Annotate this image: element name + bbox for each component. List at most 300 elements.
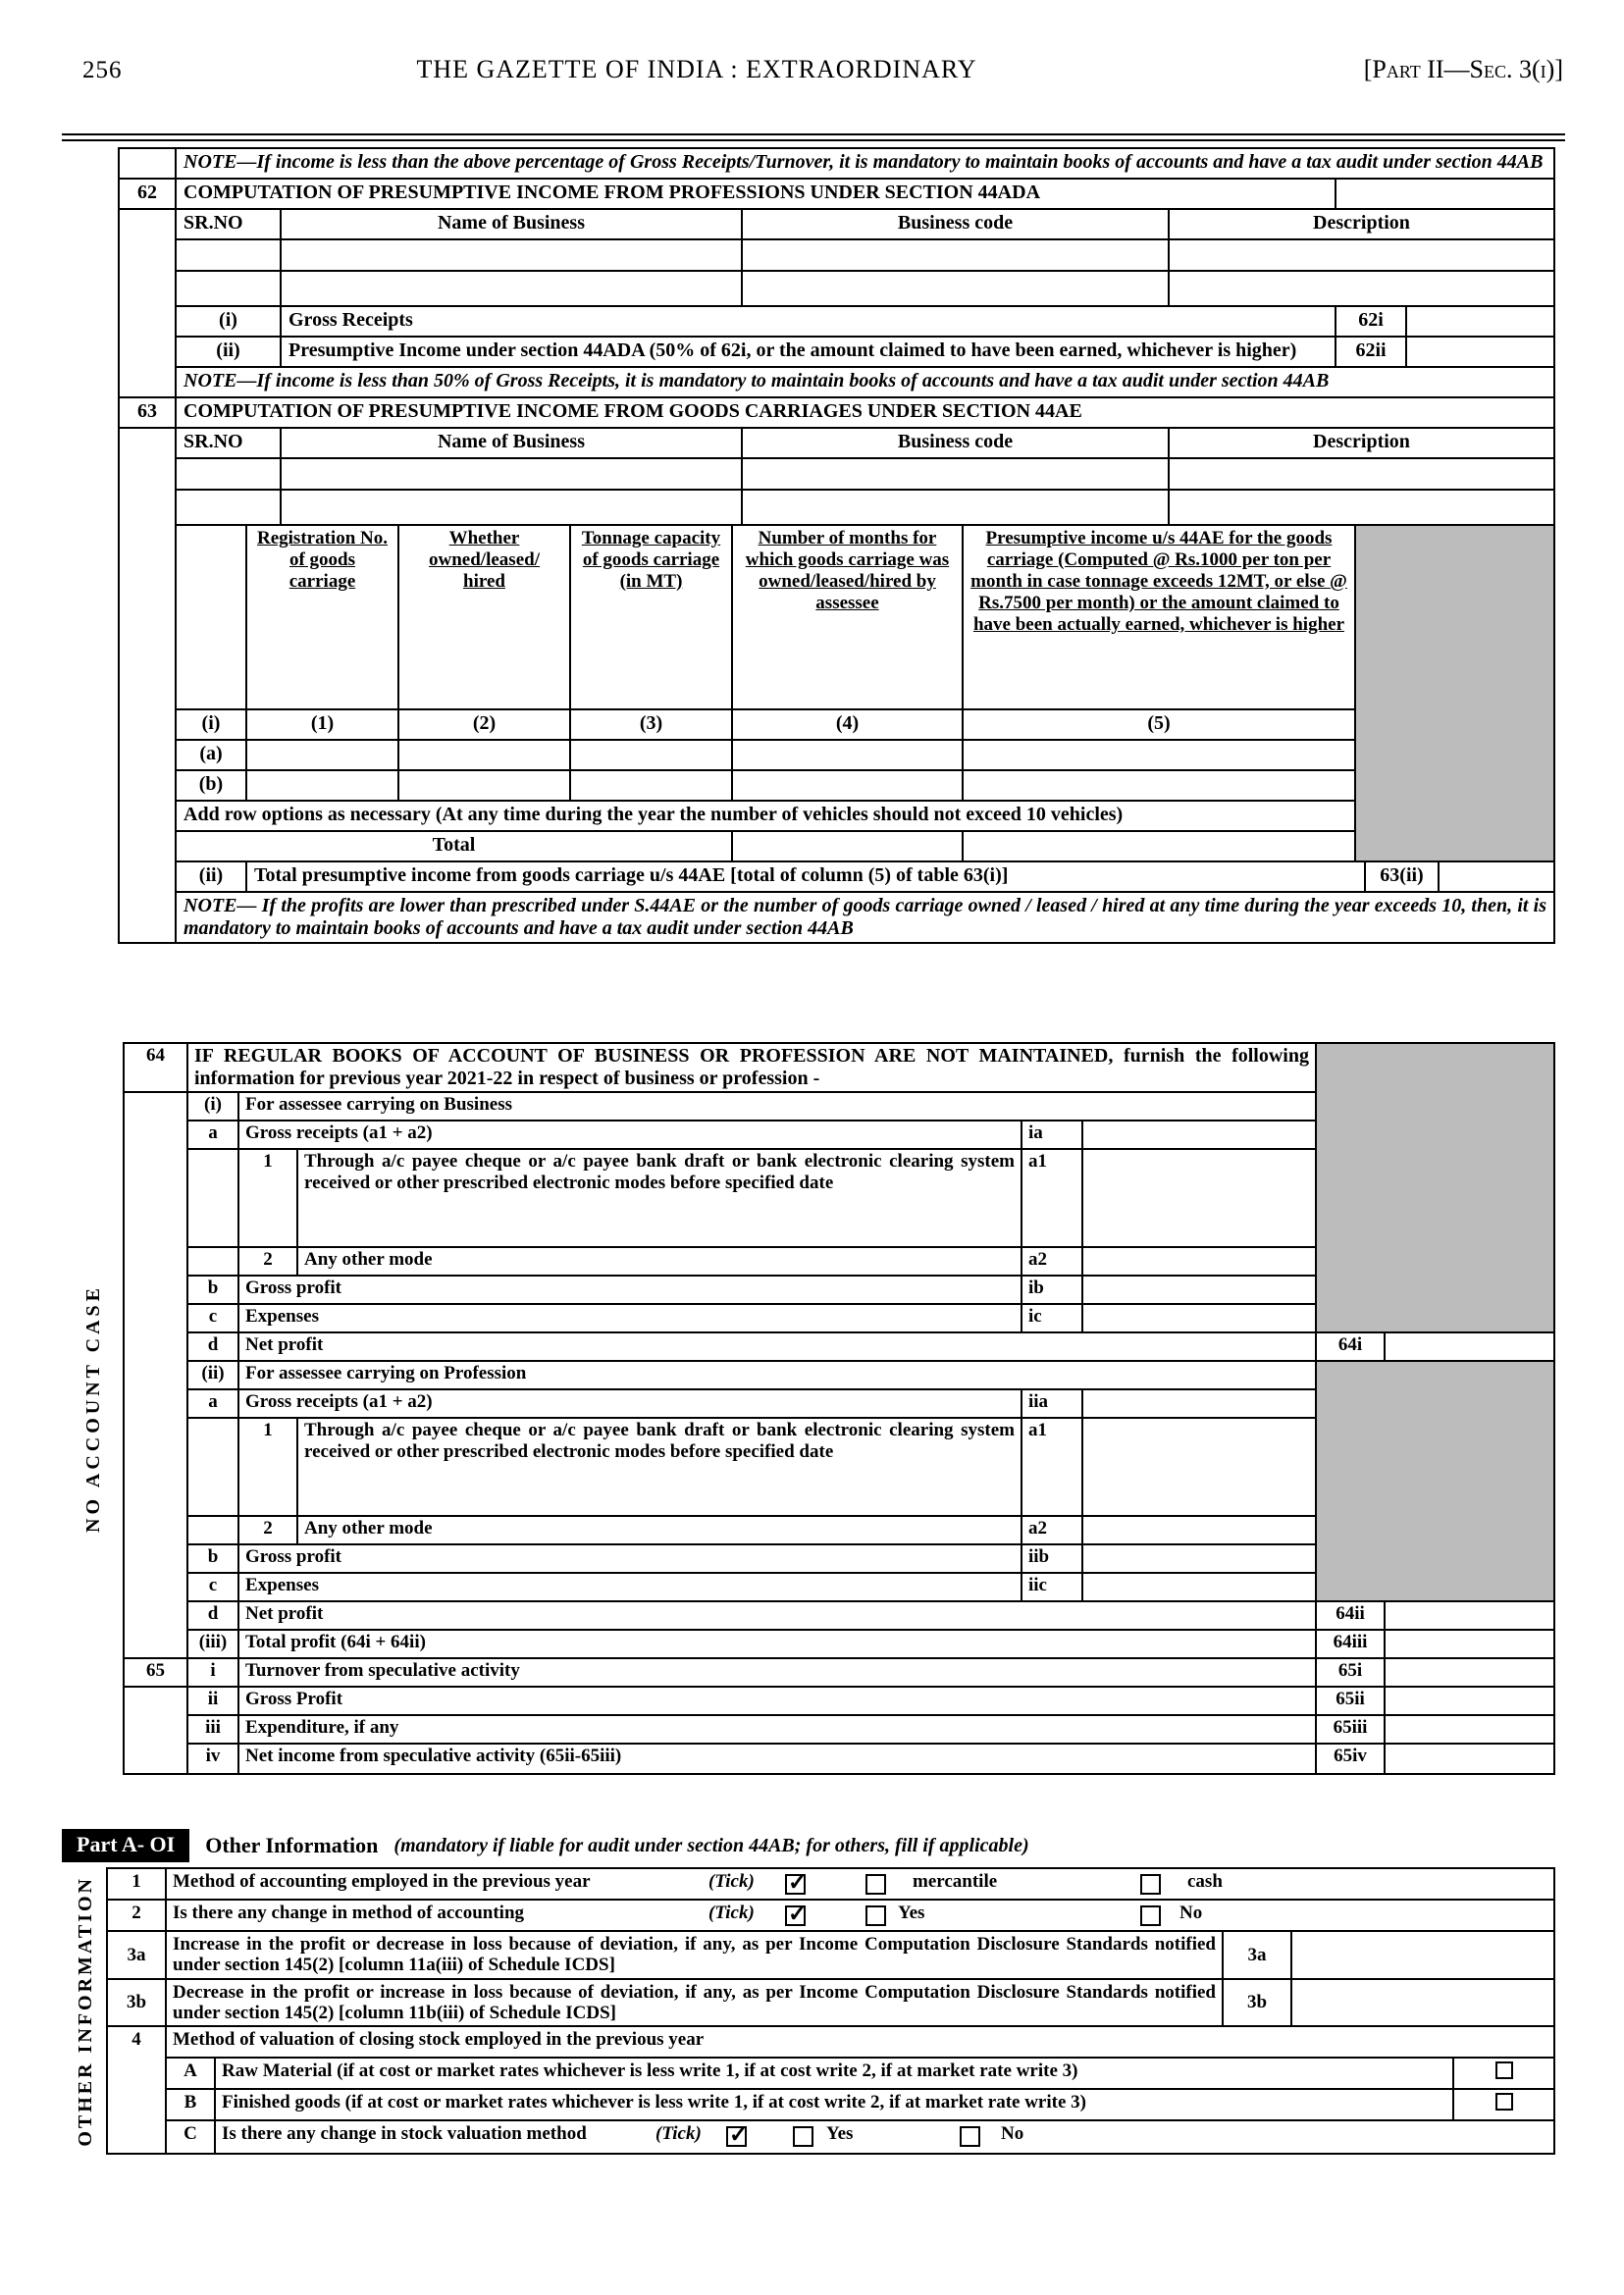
option-no: No — [1001, 2123, 1024, 2145]
row-64-iia — [125, 1390, 1553, 1419]
outer-spacer — [120, 710, 177, 741]
note-44ab-63: NOTE— If the profits are lower than prescribed under S.44AE or the number of goods carriage owned / leased / hired at any time during the year exceeds 10, then, it is mandatory to maintain books of accounts and have a tax audit under section 44AB — [183, 895, 1546, 940]
row-code: iib — [1022, 1545, 1083, 1574]
row-label: d — [188, 1602, 239, 1631]
col-description: Description — [1170, 429, 1553, 459]
index-2: (2) — [399, 710, 571, 741]
oi-row-1 — [108, 1869, 1553, 1901]
entry-cell — [571, 741, 733, 771]
row-64iii — [125, 1631, 1553, 1659]
outer-spacer — [120, 526, 177, 710]
entry-cell — [1386, 1659, 1553, 1688]
col-description: Description — [1170, 210, 1553, 240]
option-mercantile: mercantile — [913, 1871, 998, 1892]
num-spacer — [120, 368, 177, 398]
num-spacer — [120, 149, 177, 180]
shaded-area — [1356, 832, 1553, 862]
entry-cell — [247, 741, 399, 771]
num-spacer — [125, 1333, 188, 1362]
shaded-area — [1317, 1362, 1553, 1390]
total-label: Total — [177, 832, 733, 862]
row-64-ib — [125, 1277, 1553, 1305]
row-num: 2 — [108, 1901, 167, 1932]
row-code: a1 — [1022, 1419, 1083, 1517]
shaded-area — [1317, 1574, 1553, 1602]
section-62-title: COMPUTATION OF PRESUMPTIVE INCOME FROM PROFESSIONS UNDER SECTION 44ADA — [177, 180, 1336, 210]
num-spacer — [108, 2121, 167, 2153]
oi-row-3a — [108, 1932, 1553, 1980]
note-row — [120, 368, 1553, 398]
row-text: Increase in the profit or decrease in loss because of deviation, if any, as per Income Computation Disclosure Standards notified under section 145(2) [column 11a(iii) of Schedule ICDS] — [167, 1932, 1224, 1980]
table-no-account-case — [81, 1042, 1555, 1775]
section-62-number: 62 — [120, 180, 177, 210]
goods-row-b — [120, 771, 1553, 802]
row-code: iic — [1022, 1574, 1083, 1602]
entry-cell — [282, 459, 743, 491]
row-text: Any other mode — [298, 1517, 1022, 1545]
add-row-note: Add row options as necessary (At any time during the year the number of vehicles should not exceed 10 vehicles) — [177, 802, 1356, 832]
row-sublabel: 2 — [239, 1248, 298, 1277]
num-spacer — [120, 459, 177, 491]
entry-cell — [1083, 1150, 1317, 1248]
row-label: iii — [188, 1716, 239, 1745]
entry-checkbox-cell — [1454, 2059, 1553, 2090]
row-65i — [125, 1659, 1553, 1688]
index-3: (3) — [571, 710, 733, 741]
label-spacer — [188, 1517, 239, 1545]
num-spacer — [125, 1390, 188, 1419]
row-text: Expenses — [239, 1305, 1022, 1333]
outer-spacer — [120, 771, 177, 802]
index-1: (1) — [247, 710, 399, 741]
business-empty-row — [120, 491, 1553, 526]
col-srno: SR.NO — [177, 429, 282, 459]
other-information-title: Other Information — [205, 1833, 379, 1857]
row-label: a — [188, 1390, 239, 1419]
entry-cell — [177, 272, 282, 307]
row-64ii — [125, 1602, 1553, 1631]
entry-cell — [1170, 272, 1553, 307]
outer-spacer — [120, 862, 177, 893]
tick-label: (Tick) — [655, 2123, 702, 2145]
num-spacer — [125, 1305, 188, 1333]
row-64i — [125, 1333, 1553, 1362]
col-tonnage: Tonnage capacity of goods carriage (in MT) — [571, 526, 733, 710]
row-sublabel: 2 — [239, 1517, 298, 1545]
entry-cell — [1386, 1688, 1553, 1716]
row-text: For assessee carrying on Profession — [239, 1362, 1317, 1390]
col-name-of-business: Name of Business — [282, 429, 743, 459]
section-64-heading-row — [125, 1044, 1553, 1093]
row-text: Any other mode — [298, 1248, 1022, 1277]
row-text: Expenses — [239, 1574, 1022, 1602]
shaded-area — [1317, 1248, 1553, 1277]
row-label: (i) — [177, 307, 282, 338]
shaded-area — [1317, 1517, 1553, 1545]
row-text: Expenditure, if any — [239, 1716, 1317, 1745]
section-63-number: 63 — [120, 398, 177, 429]
entry-cell — [1083, 1390, 1317, 1419]
checkbox-mercantile-icon — [865, 1874, 886, 1895]
entry-cell — [1386, 1333, 1553, 1362]
row-text: Total profit (64i + 64ii) — [239, 1631, 1317, 1659]
part-a-oi-badge: Part A- OI — [62, 1829, 189, 1862]
no-account-case-label: NO ACCOUNT CASE — [81, 1284, 104, 1534]
section-62-heading-row — [120, 180, 1553, 210]
goods-addrow-note — [120, 802, 1553, 832]
row-code: ic — [1022, 1305, 1083, 1333]
oi-row-B — [108, 2090, 1553, 2121]
entry-cell — [282, 272, 743, 307]
entry-cell — [1083, 1305, 1317, 1333]
label-spacer — [188, 1248, 239, 1277]
row-label: i — [188, 1659, 239, 1688]
row-text: Is there any change in stock valuation method — [222, 2123, 587, 2145]
section-63-title: COMPUTATION OF PRESUMPTIVE INCOME FROM GOODS CARRIAGES UNDER SECTION 44AE — [177, 398, 1553, 429]
row-code: iia — [1022, 1390, 1083, 1419]
row-label: C — [167, 2121, 216, 2153]
row-64-prof-a2 — [125, 1517, 1553, 1545]
row-text: Decrease in the profit or increase in loss because of deviation, if any, as per Income Computation Disclosure Standards notified under section 145(2) [column 11b(iii) of Schedule ICDS] — [167, 1980, 1224, 2028]
entry-cell — [282, 240, 743, 272]
row-label: (a) — [177, 741, 247, 771]
index-4: (4) — [733, 710, 964, 741]
row-65iv — [125, 1745, 1553, 1773]
goods-total-row — [120, 832, 1553, 862]
outer-spacer — [120, 832, 177, 862]
oi-row-C — [108, 2121, 1553, 2153]
row-code: a2 — [1022, 1517, 1083, 1545]
row-label: (b) — [177, 771, 247, 802]
business-table-header-62 — [120, 210, 1553, 240]
checkbox-cash-icon — [1140, 1874, 1161, 1895]
row-text: Through a/c payee cheque or a/c payee bank draft or bank electronic clearing system received or other prescribed electronic modes before specified date — [298, 1419, 1022, 1517]
num-spacer — [120, 338, 177, 368]
entry-cell — [1292, 1980, 1553, 2028]
col-business-code: Business code — [743, 210, 1170, 240]
entry-cell — [1083, 1517, 1317, 1545]
oi-row-3b — [108, 1980, 1553, 2028]
shaded-area — [1356, 710, 1553, 741]
entry-cell — [1083, 1277, 1317, 1305]
table-other-information — [74, 1867, 1555, 2155]
row-text: Method of valuation of closing stock employed in the previous year — [167, 2027, 1553, 2059]
row-65iii — [125, 1716, 1553, 1745]
entry-cell — [247, 771, 399, 802]
row-64-ic — [125, 1305, 1553, 1333]
shaded-area — [1317, 1121, 1553, 1150]
business-table-header-63 — [120, 429, 1553, 459]
row-code: 65i — [1317, 1659, 1386, 1688]
checkbox-no-icon — [1140, 1905, 1161, 1926]
row-label: b — [188, 1277, 239, 1305]
row-text: Gross Profit — [239, 1688, 1317, 1716]
entry-checkbox-cell — [1454, 2090, 1553, 2121]
page-title: THE GAZETTE OF INDIA : EXTRAORDINARY — [416, 55, 977, 83]
col-registration: Registration No. of goods carriage — [247, 526, 399, 710]
business-empty-row — [120, 240, 1553, 272]
col-name-of-business: Name of Business — [282, 210, 743, 240]
num-spacer — [120, 240, 177, 272]
row-code: 3a — [1224, 1932, 1292, 1980]
row-code: ib — [1022, 1277, 1083, 1305]
tick-label: (Tick) — [708, 1871, 755, 1892]
row-code: 63(ii) — [1366, 862, 1440, 893]
num-spacer — [108, 2090, 167, 2121]
row-text: Through a/c payee cheque or a/c payee bank draft or bank electronic clearing system received or other prescribed electronic modes before specified date — [298, 1150, 1022, 1248]
checkbox-checked-icon — [785, 1905, 806, 1926]
row-code: 3b — [1224, 1980, 1292, 2028]
shaded-area — [1317, 1044, 1553, 1093]
num-spacer — [108, 2059, 167, 2090]
entry-cell — [177, 459, 282, 491]
num-spacer — [125, 1362, 188, 1390]
entry-cell — [1083, 1419, 1317, 1517]
col-owned-leased: Whether owned/leased/ hired — [399, 526, 571, 710]
entry-cell — [399, 741, 571, 771]
num-spacer — [120, 429, 177, 459]
num-spacer — [125, 1150, 188, 1248]
row-label: a — [188, 1121, 239, 1150]
entry-cell — [571, 771, 733, 802]
shaded-area — [1317, 1419, 1553, 1517]
row-content — [216, 2121, 1553, 2153]
note-row — [120, 149, 1553, 180]
entry-cell — [964, 832, 1356, 862]
num-spacer — [125, 1517, 188, 1545]
num-spacer — [125, 1716, 188, 1745]
row-text: Total presumptive income from goods carriage u/s 44AE [total of column (5) of table 63(i)] — [247, 862, 1366, 893]
row-num: 3a — [108, 1932, 167, 1980]
entry-cell — [282, 491, 743, 526]
entry-cell — [177, 240, 282, 272]
goods-index-row — [120, 710, 1553, 741]
entry-cell — [1083, 1545, 1317, 1574]
num-spacer — [120, 210, 177, 240]
shaded-area — [1317, 1305, 1553, 1333]
row-64-iic — [125, 1574, 1553, 1602]
row-num: 1 — [108, 1869, 167, 1901]
row-code: 65ii — [1317, 1688, 1386, 1716]
entry-cell — [964, 741, 1356, 771]
entry-cell — [399, 771, 571, 802]
shaded-area — [1356, 771, 1553, 802]
row-text: Is there any change in method of accounting — [173, 1903, 525, 1923]
option-cash: cash — [1187, 1871, 1223, 1892]
option-yes: Yes — [826, 2123, 854, 2145]
row-text: Net income from speculative activity (65ii-65iii) — [239, 1745, 1317, 1773]
col-business-code: Business code — [743, 429, 1170, 459]
num-spacer — [125, 1574, 188, 1602]
row-62i — [120, 307, 1553, 338]
row-text: Finished goods (if at cost or market rates whichever is less write 1, if at cost write 2, if at market rate write 3) — [216, 2090, 1454, 2121]
row-label: c — [188, 1574, 239, 1602]
row-num: 3b — [108, 1980, 167, 2028]
label-spacer — [188, 1150, 239, 1248]
row-text: Net profit — [239, 1333, 1317, 1362]
other-information-side-label: OTHER INFORMATION — [74, 1875, 96, 2147]
num-spacer — [125, 1602, 188, 1631]
side-label-strip — [66, 1869, 105, 2153]
side-label-strip — [66, 1044, 121, 1773]
row-code: 64ii — [1317, 1602, 1386, 1631]
page-number: 256 — [82, 57, 123, 83]
entry-cell — [1083, 1248, 1317, 1277]
entry-cell — [743, 459, 1170, 491]
entry-cell — [733, 741, 964, 771]
entry-cell — [1083, 1574, 1317, 1602]
tick-label: (Tick) — [708, 1903, 755, 1923]
entry-cell — [1386, 1716, 1553, 1745]
business-empty-row — [120, 272, 1553, 307]
row-label: d — [188, 1333, 239, 1362]
row-64-iib — [125, 1545, 1553, 1574]
entry-cell — [743, 240, 1170, 272]
num-spacer — [125, 1545, 188, 1574]
row-code: ia — [1022, 1121, 1083, 1150]
option-yes: Yes — [898, 1903, 925, 1923]
row-64-business-heading — [125, 1093, 1553, 1121]
row-64-a2 — [125, 1248, 1553, 1277]
checkbox-yes-icon — [793, 2126, 813, 2147]
note-44ab-62: NOTE—If income is less than 50% of Gross Receipts, it is mandatory to maintain books of accounts and have a tax audit under section 44AB — [177, 368, 1553, 398]
row-63ii — [120, 862, 1553, 893]
shaded-area — [1317, 1150, 1553, 1248]
num-spacer — [120, 272, 177, 307]
col-months: Number of months for which goods carriage was owned/leased/hired by assessee — [733, 526, 964, 710]
other-information-subtitle: (mandatory if liable for audit under section 44AB; for others, fill if applicable) — [393, 1834, 1029, 1856]
shaded-area — [1317, 1277, 1553, 1305]
row-label: ii — [188, 1688, 239, 1716]
row-sublabel: 1 — [239, 1150, 298, 1248]
index-i: (i) — [177, 710, 247, 741]
row-62ii — [120, 338, 1553, 368]
entry-cell — [1292, 1932, 1553, 1980]
row-text: Gross receipts (a1 + a2) — [239, 1121, 1022, 1150]
entry-cell — [733, 832, 964, 862]
section-65-number: 65 — [125, 1659, 188, 1688]
entry-cell — [177, 491, 282, 526]
entry-cell — [964, 771, 1356, 802]
entry-cell — [743, 272, 1170, 307]
row-label: b — [188, 1545, 239, 1574]
num-spacer — [125, 1277, 188, 1305]
row-text: Gross profit — [239, 1545, 1022, 1574]
row-65ii — [125, 1688, 1553, 1716]
checkbox-finished-goods-icon — [1495, 2093, 1513, 2111]
checkbox-raw-material-icon — [1495, 2061, 1513, 2079]
section-63-heading-row — [120, 398, 1553, 429]
shaded-area — [1356, 741, 1553, 771]
outer-spacer — [120, 802, 177, 832]
blank-cell — [1336, 180, 1553, 210]
row-code: 64iii — [1317, 1631, 1386, 1659]
shaded-area — [1317, 1093, 1553, 1121]
num-spacer — [120, 491, 177, 526]
goods-table-header — [120, 526, 1553, 710]
row-64-ia — [125, 1121, 1553, 1150]
shaded-area — [1356, 526, 1553, 710]
label-spacer — [177, 526, 247, 710]
row-text: Presumptive Income under section 44ADA (50% of 62i, or the amount claimed to have been earned, whichever is higher) — [282, 338, 1336, 368]
row-text: Gross Receipts — [282, 307, 1336, 338]
row-label: c — [188, 1305, 239, 1333]
checkbox-yes-icon — [865, 1905, 886, 1926]
entry-cell — [1407, 307, 1553, 338]
row-code: 62i — [1336, 307, 1407, 338]
section-64-number: 64 — [125, 1044, 188, 1093]
note-44ab-top: NOTE—If income is less than the above percentage of Gross Receipts/Turnover, it is mandatory to maintain books of accounts and have a tax audit under section 44AB — [177, 149, 1553, 180]
num-spacer — [120, 307, 177, 338]
row-content — [167, 1869, 1553, 1901]
index-5: (5) — [964, 710, 1356, 741]
row-label: (iii) — [188, 1631, 239, 1659]
row-64-profession-heading — [125, 1362, 1553, 1390]
note-row — [120, 893, 1553, 942]
row-code: a1 — [1022, 1150, 1083, 1248]
num-spacer — [125, 1121, 188, 1150]
row-label: A — [167, 2059, 216, 2090]
entry-cell — [1170, 240, 1553, 272]
checkbox-checked-icon — [785, 1874, 806, 1895]
entry-cell — [743, 491, 1170, 526]
row-content — [167, 1901, 1553, 1932]
row-label: B — [167, 2090, 216, 2121]
row-label: iv — [188, 1745, 239, 1773]
row-label: (ii) — [188, 1362, 239, 1390]
oi-row-2 — [108, 1901, 1553, 1932]
shaded-area — [1317, 1545, 1553, 1574]
section-64-title: IF REGULAR BOOKS OF ACCOUNT OF BUSINESS OR PROFESSION ARE NOT MAINTAINED, furnish the following information for previous year 2021-22 in respect of business or profession - — [188, 1044, 1317, 1093]
entry-cell — [1386, 1602, 1553, 1631]
oi-row-4 — [108, 2027, 1553, 2059]
row-label: (ii) — [177, 862, 247, 893]
row-code: 64i — [1317, 1333, 1386, 1362]
shaded-area — [1317, 1390, 1553, 1419]
entry-cell — [1170, 491, 1553, 526]
num-spacer — [125, 1631, 188, 1659]
row-code: 65iii — [1317, 1716, 1386, 1745]
num-spacer — [125, 1688, 188, 1716]
num-spacer — [125, 1745, 188, 1773]
header-double-rule — [62, 133, 1565, 141]
num-spacer — [125, 1419, 188, 1517]
col-srno: SR.NO — [177, 210, 282, 240]
business-empty-row — [120, 459, 1553, 491]
checkbox-no-icon — [960, 2126, 980, 2147]
part-a-oi-header — [62, 1829, 1561, 1862]
row-num: 4 — [108, 2027, 167, 2059]
row-sublabel: 1 — [239, 1419, 298, 1517]
entry-cell — [1407, 338, 1553, 368]
num-spacer — [125, 1248, 188, 1277]
row-code: a2 — [1022, 1248, 1083, 1277]
num-spacer — [125, 1093, 188, 1121]
entry-cell — [733, 771, 964, 802]
table-presumptive-income — [118, 147, 1555, 944]
checkbox-checked-icon — [726, 2126, 747, 2147]
row-text: Method of accounting employed in the previous year — [173, 1871, 591, 1892]
row-text: For assessee carrying on Business — [239, 1093, 1317, 1121]
col-presumptive-income: Presumptive income u/s 44AE for the goods carriage (Computed @ Rs.1000 per ton per month in case tonnage exceeds 12MT, or else @ Rs.7500 per month) or the amount claimed to have been actually earned, whichever is higher — [964, 526, 1356, 710]
entry-cell — [1386, 1745, 1553, 1773]
row-label: (i) — [188, 1093, 239, 1121]
row-64-prof-a1 — [125, 1419, 1553, 1517]
row-text: Turnover from speculative activity — [239, 1659, 1317, 1688]
row-text: Raw Material (if at cost or market rates whichever is less write 1, if at cost write 2, if at market rate write 3) — [216, 2059, 1454, 2090]
shaded-area — [1356, 802, 1553, 832]
row-code: 62ii — [1336, 338, 1407, 368]
